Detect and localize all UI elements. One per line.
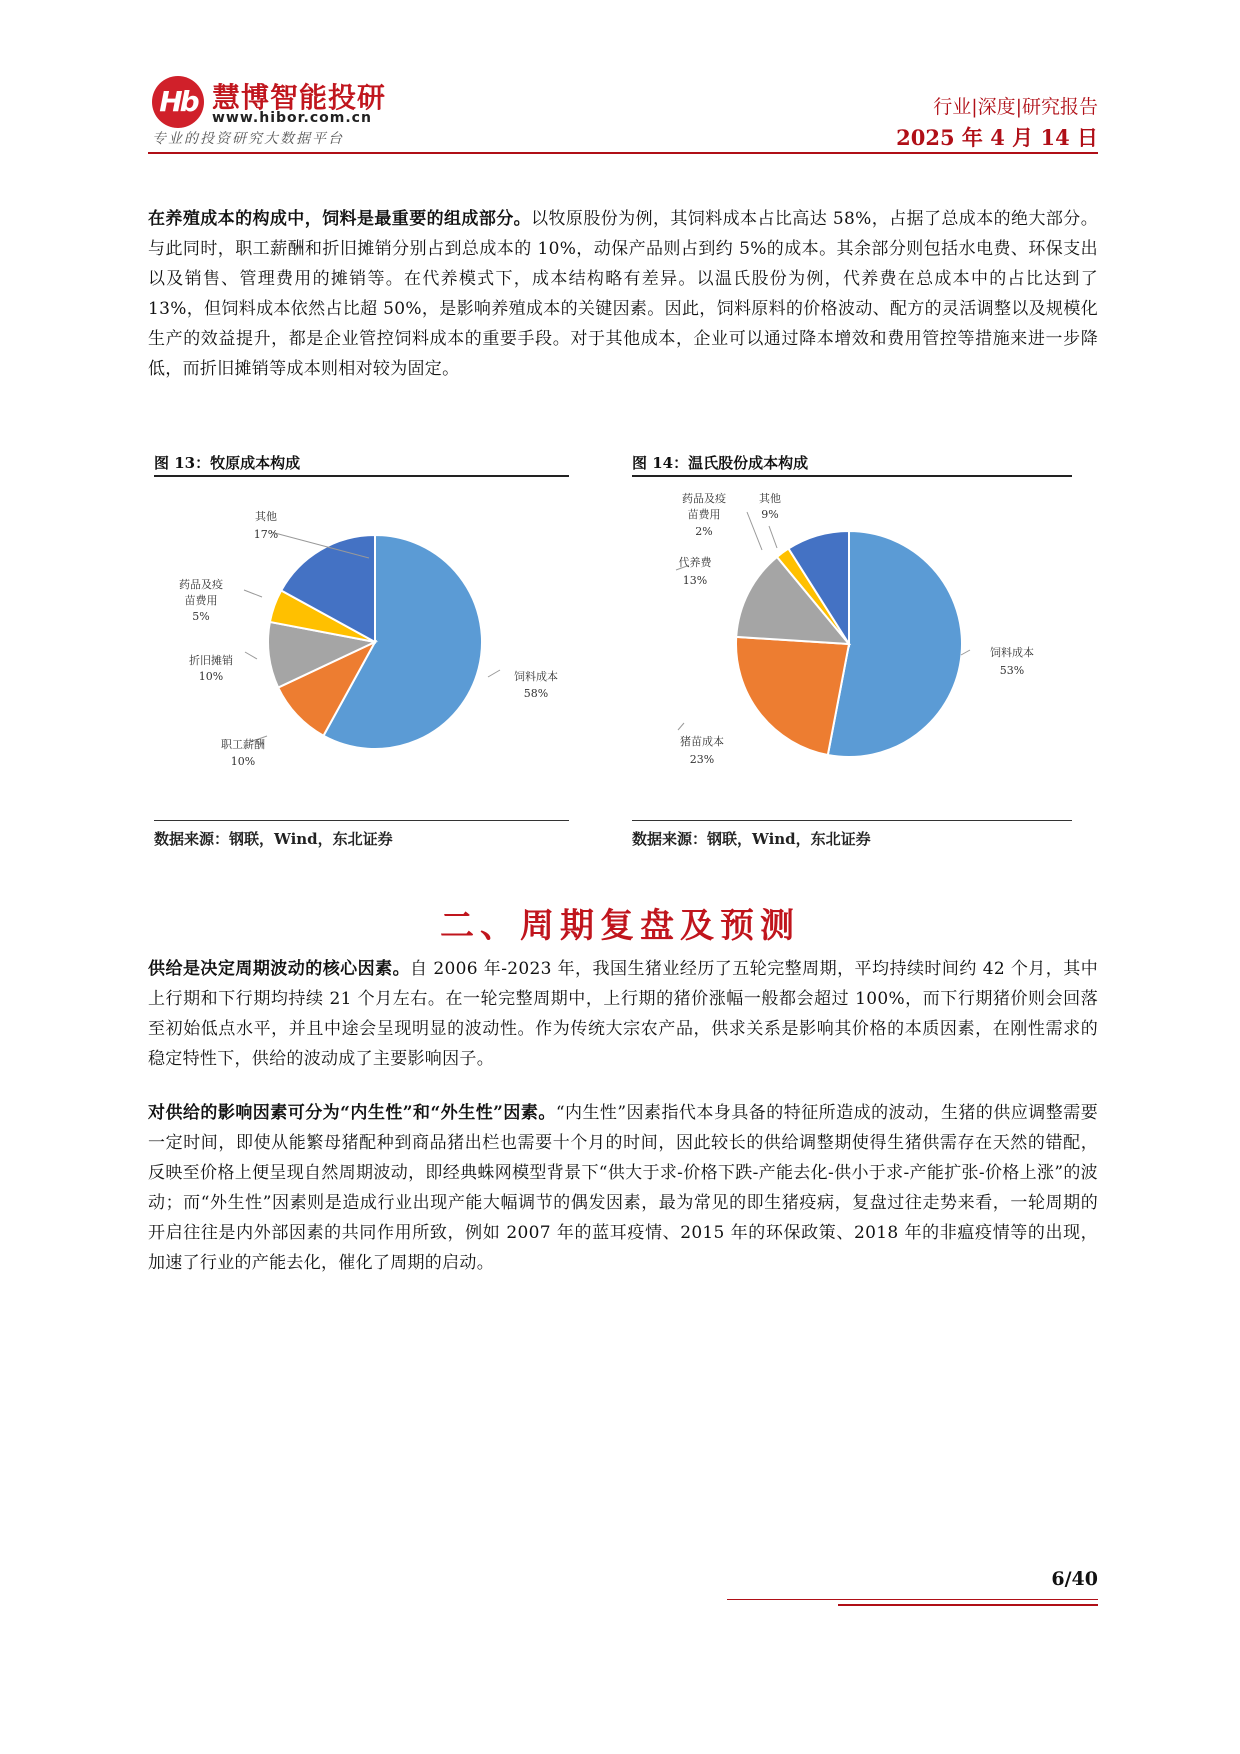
figure-13-bottom-rule <box>154 820 569 821</box>
leader-line <box>678 723 684 730</box>
figure-13-source: 数据来源：钢联，Wind，东北证券 <box>154 830 393 848</box>
page-number: 6/40 <box>1051 1568 1098 1590</box>
slice-label: 药品及疫 <box>179 578 223 591</box>
paragraph-lead: 在养殖成本的构成中，饲料是最重要的组成部分。 <box>148 209 532 229</box>
leader-line <box>488 670 500 677</box>
header-divider <box>148 152 1098 154</box>
brand-logo-mark: Hb <box>152 76 204 128</box>
leader-line <box>244 590 262 597</box>
paragraph-body: 自 2006 年-2023 年，我国生猪业经历了五轮完整周期，平均持续时间约 42 个月，其中上行期和下行期均持续 21 个月左右。在一轮完整周期中，上行期的猪价涨幅一般都会超过 100%，而下行期猪价则会回落至初始低点水平，并且中途会呈现明显的波动性。作为传统大宗农产品，供求关系是影响其价格的本质因素，在刚性需求的稳定特性下，供给的波动成了主要影响因子。 <box>148 959 1098 1069</box>
slice-label: 药品及疫 <box>682 492 726 505</box>
figure-13-title: 图 13：牧原成本构成 <box>154 454 301 472</box>
figure-14-title: 图 14：温氏股份成本构成 <box>632 454 809 472</box>
figure-14-bottom-rule <box>632 820 1072 821</box>
slice-label: 饲料成本 <box>514 670 558 683</box>
paragraph-lead: 供给是决定周期波动的核心因素。 <box>148 959 411 979</box>
section-title: 二、周期复盘及预测 <box>440 906 800 946</box>
paragraph-supply-factors <box>148 1098 1098 1278</box>
slice-label: 代养费 <box>678 556 712 569</box>
slice-label: 职工薪酬 <box>221 738 265 751</box>
report-type: 行业|深度|研究报告 <box>933 96 1098 118</box>
slice-value: 10% <box>198 670 224 683</box>
slice-label: 饲料成本 <box>990 646 1034 659</box>
report-date: 2025 年 4 月 14 日 <box>896 125 1098 150</box>
slice-value: 17% <box>253 528 279 541</box>
brand-tagline: 专业的投资研究大数据平台 <box>152 131 344 147</box>
pie-slice-猪苗成本 <box>736 637 849 755</box>
slice-value: 2% <box>695 525 713 538</box>
figure-14-top-rule <box>632 475 1072 477</box>
paragraph-body: 以牧原股份为例，其饲料成本占比高达 58%，占据了总成本的绝大部分。与此同时，职工薪酬和折旧摊销分别占到总成本的 10%，动保产品则占到约 5%的成本。其余部分则包括水电费、环保支出以及销售、管理费用的摊销等。在代养模式下，成本结构略有差异。以温氏股份为例，代养费在总成本中的占比达到了 13%，但饲料成本依然占比超 50%，是影响养殖成本的关键因素。因此，饲料原料的价格波动、配方的灵活调整以及规模化生产的效益提升，都是企业管控饲料成本的重要手段。对于其他成本，企业可以通过降本增效和费用管控等措施来进一步降低，而折旧摊销等成本则相对较为固定。 <box>148 209 1098 379</box>
slice-label: 苗费用 <box>687 508 721 521</box>
figure-14-source: 数据来源：钢联，Wind，东北证券 <box>632 830 871 848</box>
paragraph-lead: 对供给的影响因素可分为“内生性”和“外生性”因素。 <box>148 1103 556 1123</box>
leader-line <box>769 526 777 548</box>
leader-line <box>245 652 257 659</box>
slice-value: 9% <box>761 508 779 521</box>
figure-13-pie-chart <box>154 480 569 800</box>
slice-label: 其他 <box>759 492 781 505</box>
figure-13-top-rule <box>154 475 569 477</box>
slice-value: 5% <box>192 610 210 623</box>
slice-value: 23% <box>689 753 715 766</box>
slice-value: 13% <box>682 574 708 587</box>
paragraph-cost-structure <box>148 204 1098 384</box>
slice-label: 苗费用 <box>184 594 218 607</box>
footer-rule-bold <box>838 1604 1098 1606</box>
slice-label: 其他 <box>255 510 277 523</box>
footer-rule <box>727 1599 1098 1600</box>
slice-label: 折旧摊销 <box>189 654 233 667</box>
brand-url: www.hibor.com.cn <box>212 110 372 126</box>
slice-label: 猪苗成本 <box>680 735 724 748</box>
slice-value: 58% <box>523 687 549 700</box>
slice-value: 10% <box>230 755 256 768</box>
slice-value: 53% <box>999 664 1025 677</box>
brand-name: 慧博智能投研 <box>212 81 387 114</box>
paragraph-supply-core <box>148 954 1098 1074</box>
figure-14-pie-chart <box>632 480 1072 800</box>
paragraph-body: “内生性”因素指代本身具备的特征所造成的波动，生猪的供应调整需要一定时间，即使从能繁母猪配种到商品猪出栏也需要十个月的时间，因此较长的供给调整期使得生猪供需存在天然的错配，反映至价格上便呈现自然周期波动，即经典蛛网模型背景下“供大于求-价格下跌-产能去化-供小于求-产能扩张-价格上涨”的波动；而“外生性”因素则是造成行业出现产能大幅调节的偶发因素，最为常见的即生猪疫病，复盘过往走势来看，一轮周期的开启往往是内外部因素的共同作用所致，例如 2007 年的蓝耳疫情、2015 年的环保政策、2018 年的非瘟疫情等的出现，加速了行业的产能去化，催化了周期的启动。 <box>148 1103 1098 1273</box>
leader-line <box>747 512 762 550</box>
